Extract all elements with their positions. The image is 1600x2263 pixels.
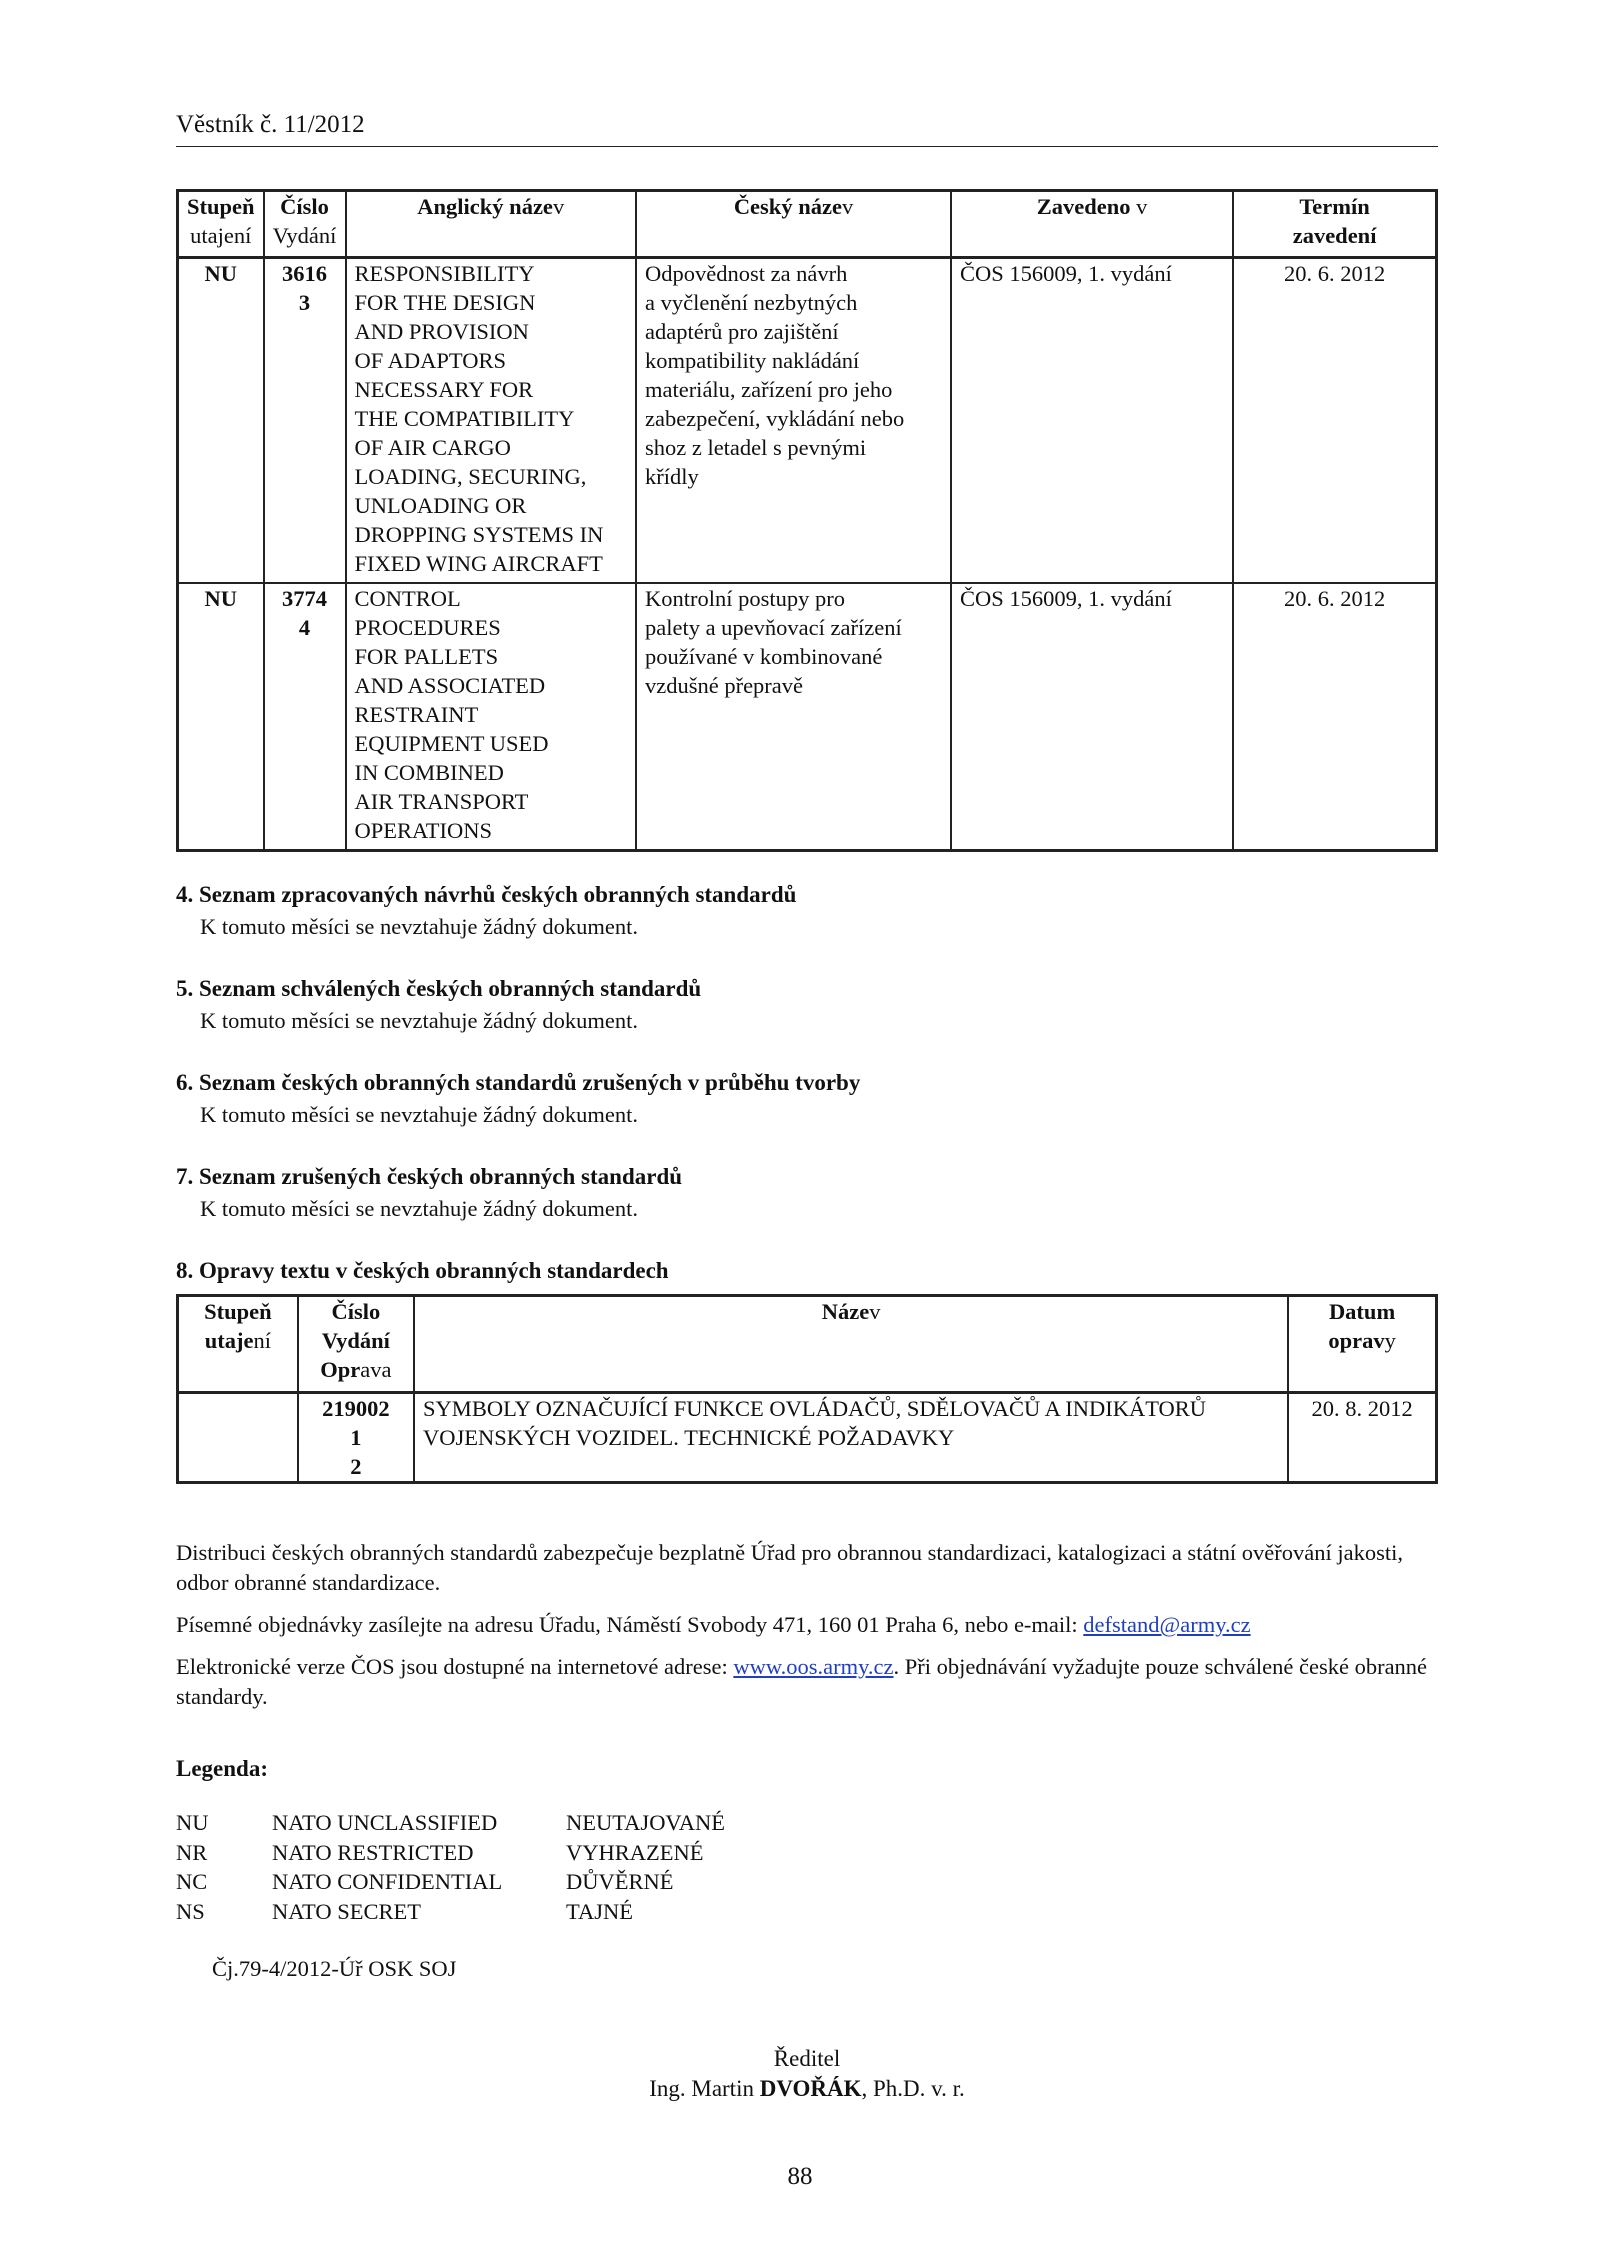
section-title: 6. Seznam českých obranných standardů zrušených v průběhu tvorby xyxy=(176,1070,861,1095)
cell-zavedeno: ČOS 156009, 1. vydání xyxy=(951,258,1233,584)
header-cislo: Číslo Vydání xyxy=(264,191,346,258)
legend-title: Legenda: xyxy=(176,1756,268,1781)
page-number: 88 xyxy=(787,2163,813,2190)
header-anglicky-nazev: Anglický název xyxy=(346,191,636,258)
document-page xyxy=(176,110,1438,2104)
cell-stupen xyxy=(178,1393,298,1483)
corrections-table-header xyxy=(178,1296,1437,1393)
cell-zavedeno: ČOS 156009, 1. vydání xyxy=(951,583,1233,851)
header-cesky-nazev: Český název xyxy=(636,191,951,258)
cell-cesky-nazev: Kontrolní postupy pro palety a upevňovací zařízení používané v kombinované vzdušné přepravě xyxy=(636,583,951,851)
legend-item: NR NATO RESTRICTED VYHRAZENÉ xyxy=(176,1839,704,1865)
section-text: K tomuto měsíci se nevztahuje žádný dokument. xyxy=(200,1196,639,1221)
cell-cislo: 3774 4 xyxy=(264,583,346,851)
cell-anglicky-nazev: RESPONSIBILITY FOR THE DESIGN AND PROVISION OF ADAPTORS NECESSARY FOR THE COMPATIBILITY OF AIR CARGO LOADING, SECURING, UNLOADING OR DROPPING SYSTEMS IN FIXED WING AIRCRAFT xyxy=(346,258,636,584)
cell-datum: 20. 8. 2012 xyxy=(1288,1393,1436,1483)
legend-item: NS NATO SECRET TAJNÉ xyxy=(176,1898,633,1924)
legend-item: NC NATO CONFIDENTIAL DŮVĚRNÉ xyxy=(176,1869,674,1894)
table-row xyxy=(178,583,1437,851)
corrections-table xyxy=(176,1294,1438,1484)
cell-cislo: 219002 1 2 xyxy=(298,1393,414,1483)
header-nazev: Název xyxy=(414,1296,1288,1393)
header-cislo: Číslo Vydání Oprava xyxy=(298,1296,414,1393)
cell-cesky-nazev: Odpovědnost za návrh a vyčlenění nezbytných adaptérů pro zajištění kompatibility nakládání materiálu, zařízení pro jeho zabezpečení, vykládání nebo shoz z letadel s pevnými křídly xyxy=(636,258,951,584)
email-link[interactable]: defstand@army.cz xyxy=(1083,1612,1251,1637)
running-header: Věstník č. 11/2012 xyxy=(176,110,1438,147)
cell-stupen: NU xyxy=(178,258,264,584)
header-datum: Datum opravy xyxy=(1288,1296,1436,1393)
section-4 xyxy=(176,880,1438,942)
table-row xyxy=(178,258,1437,584)
orders-text: Písemné objednávky zasílejte na adresu Úřadu, Náměstí Svobody 471, 160 01 Praha 6, nebo e-mail: defstand@army.cz xyxy=(176,1612,1251,1637)
electronic-text: Elektronické verze ČOS jsou dostupné na internetové adrese: www.oos.army.cz. Při objednávání vyžadujte pouze schválené české obranné standardy. xyxy=(176,1654,1428,1709)
header-termin: Termín zavedení xyxy=(1233,191,1436,258)
cell-nazev: SYMBOLY OZNAČUJÍCÍ FUNKCE OVLÁDAČŮ, SDĚLOVAČŮ A INDIKÁTORŮ VOJENSKÝCH VOZIDEL. TECHNICKÉ POŽADAVKY xyxy=(414,1393,1288,1483)
section-title: 8. Opravy textu v českých obranných standardech xyxy=(176,1258,669,1283)
header-stupen: Stupeň utajení xyxy=(178,191,264,258)
section-5 xyxy=(176,974,1438,1036)
section-text: K tomuto měsíci se nevztahuje žádný dokument. xyxy=(200,1102,639,1127)
website-link[interactable]: www.oos.army.cz xyxy=(733,1654,894,1679)
section-title: 7. Seznam zrušených českých obranných standardů xyxy=(176,1164,683,1189)
cell-anglicky-nazev: CONTROL PROCEDURES FOR PALLETS AND ASSOCIATED RESTRAINT EQUIPMENT USED IN COMBINED AIR TRANSPORT OPERATIONS xyxy=(346,583,636,851)
standards-table xyxy=(176,189,1438,852)
standards-table-header xyxy=(178,191,1437,258)
header-zavedeno: Zavedeno v xyxy=(951,191,1233,258)
section-7 xyxy=(176,1162,1438,1224)
signature-block xyxy=(176,2044,1438,2104)
distribution-text: Distribuci českých obranných standardů zabezpečuje bezplatně Úřad pro obrannou standardizaci, katalogizaci a státní ověřování jakosti, odbor obranné standardizace. xyxy=(176,1540,1404,1595)
section-text: K tomuto měsíci se nevztahuje žádný dokument. xyxy=(200,914,639,939)
cell-stupen: NU xyxy=(178,583,264,851)
signature-role: Ředitel xyxy=(773,2046,841,2071)
cell-termin: 20. 6. 2012 xyxy=(1233,258,1436,584)
section-text: K tomuto měsíci se nevztahuje žádný dokument. xyxy=(200,1008,639,1033)
header-stupen: Stupeň utajení xyxy=(178,1296,298,1393)
legend-list xyxy=(176,1808,1438,1926)
section-8 xyxy=(176,1256,1438,1484)
section-6 xyxy=(176,1068,1438,1130)
reference-number: Čj.79-4/2012-Úř OSK SOJ xyxy=(212,1956,457,1981)
cell-cislo: 3616 3 xyxy=(264,258,346,584)
signature-name: Ing. Martin DVOŘÁK, Ph.D. v. r. xyxy=(649,2076,965,2101)
table-row xyxy=(178,1393,1437,1483)
section-title: 4. Seznam zpracovaných návrhů českých obranných standardů xyxy=(176,882,797,907)
cell-termin: 20. 6. 2012 xyxy=(1233,583,1436,851)
section-title: 5. Seznam schválených českých obranných standardů xyxy=(176,976,702,1001)
legend-item: NU NATO UNCLASSIFIED NEUTAJOVANÉ xyxy=(176,1810,726,1835)
